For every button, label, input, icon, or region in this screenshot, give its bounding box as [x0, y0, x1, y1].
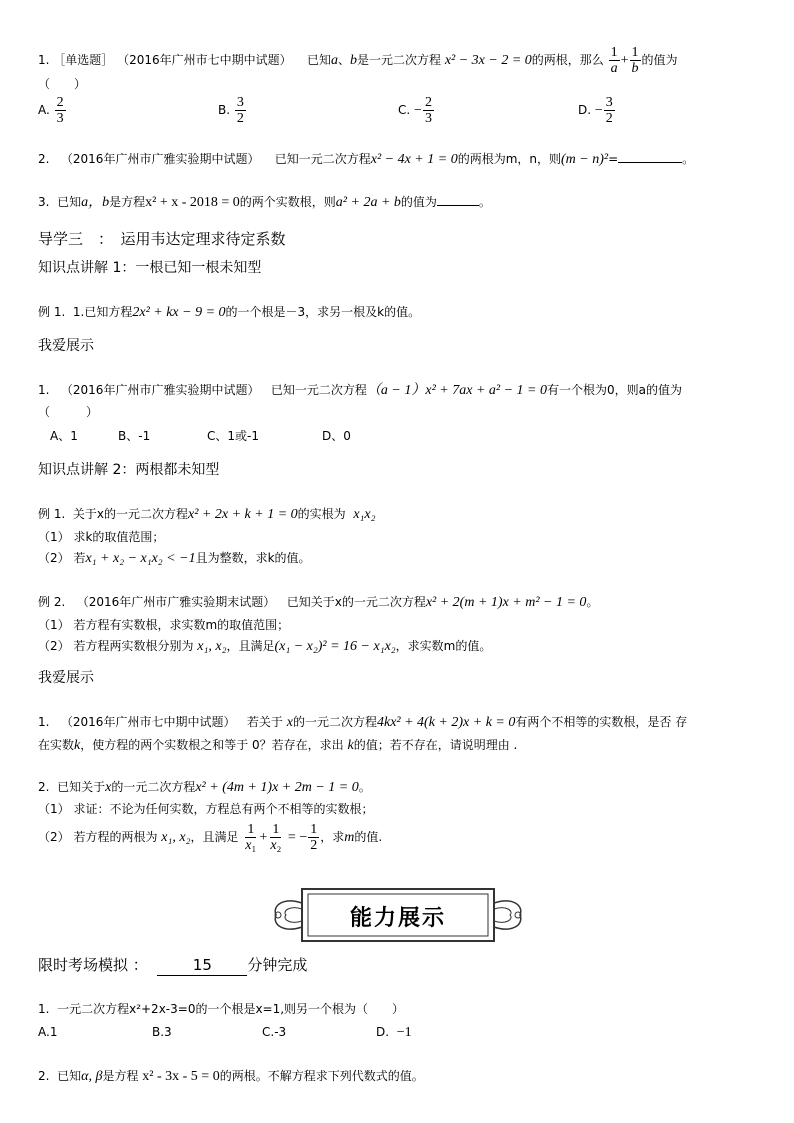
example-2b: 例 2. （2016年广州市广雅实验期末试题） 已知关于x的一元二次方程x² + 2(m + 1)x + m² − 1 = 0。	[38, 595, 599, 610]
knowledge-point-1: 知识点讲解 1：一根已知一根未知型	[38, 260, 262, 276]
sub-question-2: （2） 若方程两实数根分别为 x₁, x₂，且满足(x₁ − x₂)² = 16 − x₁x₂，求实数m的值。	[38, 639, 492, 654]
practice-2-line1: 1. （2016年广州市七中期中试题） 若关于 x的一元二次方程4kx² + 4(k + 2)x + k = 0有两个不相等的实数根，是否 存	[38, 715, 688, 730]
answer-paren: （ ）	[38, 405, 99, 419]
knowledge-point-2: 知识点讲解 2：两根都未知型	[38, 462, 220, 478]
timed-exercise: 限时考场模拟 ： 15 分钟完成	[38, 956, 308, 974]
sub-question-1: （1） 若方程有实数根，求实数m的取值范围；	[38, 618, 290, 632]
option-d: D、0	[322, 429, 351, 443]
sub-question-2: （2） 若方程的两根为 x₁, x₂，且满足 $\frac{1}{\text{x₁}}$ + $\frac{1}{\text{x₂}}$ = − $\frac{1}{2}$ ，求m的值.	[38, 822, 383, 853]
sub-question-1: （1） 求证：不论为任何实数，方程总有两个不相等的实数根；	[38, 802, 374, 816]
test-question-2: 2. 已知α, β是方程 x² - 3x - 5 = 0的两根。不解方程求下列代数式的值。	[38, 1069, 424, 1084]
option-a: A. $\frac{2}{3}$	[38, 95, 64, 126]
ability-banner	[264, 883, 532, 947]
practice-1: 1. （2016年广州市广雅实验期中试题） 已知一元二次方程（a − 1）x² + 7ax + a² − 1 = 0有一个根为0，则a的值为	[38, 383, 682, 398]
question-3: 3. 已知a，b是方程x² + x - 2018 = 0的两个实数根，则a² + 2a + b的值为 。	[38, 195, 491, 210]
section-heading: 导学三 ： 运用韦达定理求待定系数	[38, 230, 286, 248]
option-d: D. − $\frac{3}{2}$	[578, 95, 613, 126]
fraction-1-over-b: $\frac{1}{b}$	[631, 45, 639, 76]
practice-2-line2: 在实数k，使方程的两个实数根之和等于 0？若存在，求出 k的值；若不存在，请说明理由 .	[38, 738, 518, 753]
answer-paren: （ ）	[38, 77, 87, 91]
show-heading-2: 我爱展示	[38, 670, 94, 686]
fraction-1-over-a: $\frac{1}{a}$	[610, 45, 618, 76]
option-a: A、1	[50, 429, 78, 443]
option-b: B.3	[152, 1025, 172, 1039]
question-source: （2016年广州市广雅实验期中试题）	[60, 152, 260, 166]
option-d: D. −1	[376, 1025, 412, 1040]
banner-title: 能力展示	[349, 906, 446, 931]
test-question-1: 1. 一元二次方程x²+2x-3=0的一个根是x=1,则另一个根为（ ）	[38, 1002, 405, 1016]
sub-question-1: （1） 求k的取值范围；	[38, 530, 165, 544]
question-1-line1: 1. ［单选题］ （2016年广州市七中期中试题） 已知a、b是一元二次方程 x² − 3x − 2 = 0的两根，那么 $\frac{1}{a}$ + $\frac{1}{b}$ 的值为	[38, 45, 678, 76]
option-c: C. − $\frac{2}{3}$	[398, 95, 432, 126]
show-heading-1: 我爱展示	[38, 338, 94, 354]
option-a: A.1	[38, 1025, 58, 1039]
question-source: （2016年广州市七中期中试题）	[117, 53, 292, 67]
practice-3: 2. 已知关于x的一元二次方程x² + (4m + 1)x + 2m − 1 = 0。	[38, 780, 371, 795]
option-b: B、-1	[118, 429, 151, 443]
example-1: 例 1. 1.已知方程2x² + kx − 9 = 0的一个根是－3，求另一根及k的值。	[38, 305, 421, 320]
minutes-value: 15	[192, 956, 212, 974]
question-number: 1.	[38, 53, 50, 67]
answer-blank	[618, 162, 682, 163]
question-tag: ［单选题］	[53, 53, 114, 67]
sub-question-2: （2） 若x₁ + x₂ − x₁x₂ < −1且为整数，求k的值。	[38, 551, 311, 566]
example-2a: 例 1. 关于x的一元二次方程x² + 2x + k + 1 = 0的实根为 x₁x₂	[38, 507, 376, 522]
option-c: C.-3	[262, 1025, 287, 1039]
option-b: B. $\frac{3}{2}$	[218, 95, 244, 126]
equation: x² − 3x − 2 = 0	[444, 53, 532, 68]
answer-blank	[437, 205, 479, 206]
option-c: C、1或-1	[207, 429, 259, 443]
question-2: 2. （2016年广州市广雅实验期中试题） 已知一元二次方程x² − 4x + 1 = 0的两根为m，n，则(m − n)²= 。	[38, 152, 695, 167]
